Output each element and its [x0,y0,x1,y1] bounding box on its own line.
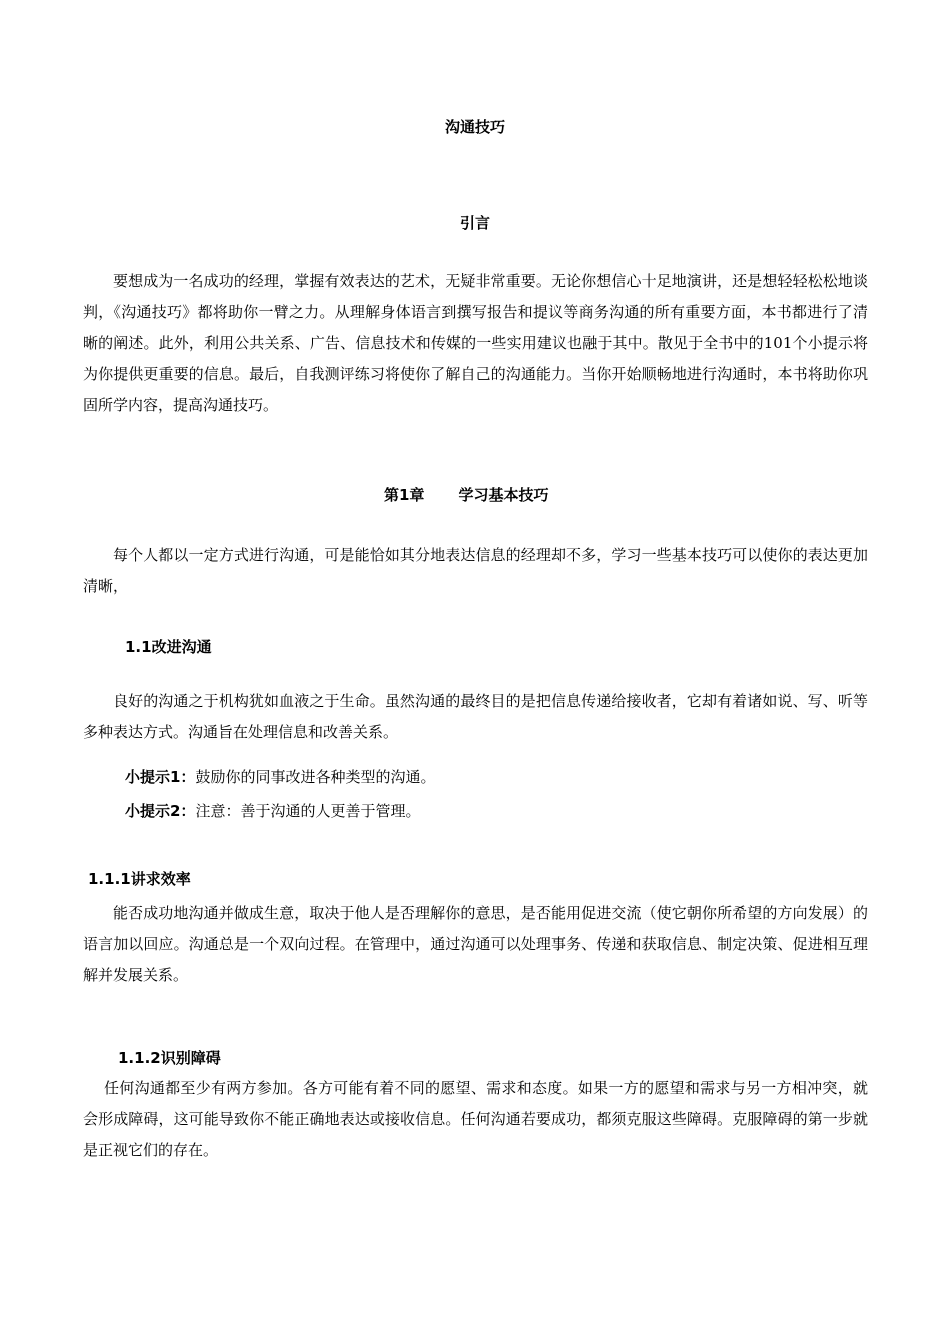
section-1-1-heading: 1.1改进沟通 [125,638,212,656]
chapter-intro-paragraph: 每个人都以一定方式进行沟通，可是能恰如其分地表达信息的经理却不多，学习一些基本技巧可以使你的表达更加清晰， [83,546,868,595]
section-1-1-1-heading: 1.1.1讲求效率 [88,870,191,888]
chapter-number: 第1章 [384,486,425,504]
section-1-1-2-paragraph: 任何沟通都至少有两方参加。各方可能有着不同的愿望、需求和态度。如果一方的愿望和需求与另一方相冲突，就会形成障碍，这可能导致你不能正确地表达或接收信息。任何沟通若要成功，都须克服这些障碍。克服障碍的第一步就是正视它们的存在。 [83,1079,868,1159]
chapter-title: 学习基本技巧 [458,486,549,504]
intro-heading: 引言 [459,214,490,232]
tip-2-text: 注意：善于沟通的人更善于管理。 [195,802,421,820]
section-1-1-1-paragraph: 能否成功地沟通并做成生意，取决于他人是否理解你的意思，是否能用促进交流（使它朝你所希望的方向发展）的语言加以回应。沟通总是一个双向过程。在管理中，通过沟通可以处理事务、传递和获取信息、制定决策、促进相互理解并发展关系。 [83,904,868,984]
tip-2-label: 小提示2： [125,802,196,820]
tip-2 [125,800,420,821]
section-1-1-2-heading: 1.1.2识别障碍 [118,1049,221,1067]
intro-paragraph: 要想成为一名成功的经理，掌握有效表达的艺术，无疑非常重要。无论你想信心十足地演讲，还是想轻轻松松地谈判，《沟通技巧》都将助你一臂之力。从理解身体语言到撰写报告和提议等商务沟通的所有重要方面，本书都进行了清晰的阐述。此外，利用公共关系、广告、信息技术和传媒的一些实用建议也融于其中。散见于全书中的101个小提示将为你提供更重要的信息。最后，自我测评练习将使你了解自己的沟通能力。当你开始顺畅地进行沟通时，本书将助你巩固所学内容，提高沟通技巧。 [83,272,868,414]
tip-1-label: 小提示1： [125,768,196,786]
chapter-heading [384,484,548,505]
tip-1-text: 鼓励你的同事改进各种类型的沟通。 [195,768,436,786]
document-title: 沟通技巧 [444,118,505,136]
tip-1 [125,766,435,787]
section-1-1-paragraph: 良好的沟通之于机构犹如血液之于生命。虽然沟通的最终目的是把信息传递给接收者，它却有着诸如说、写、听等多种表达方式。沟通旨在处理信息和改善关系。 [83,692,868,741]
